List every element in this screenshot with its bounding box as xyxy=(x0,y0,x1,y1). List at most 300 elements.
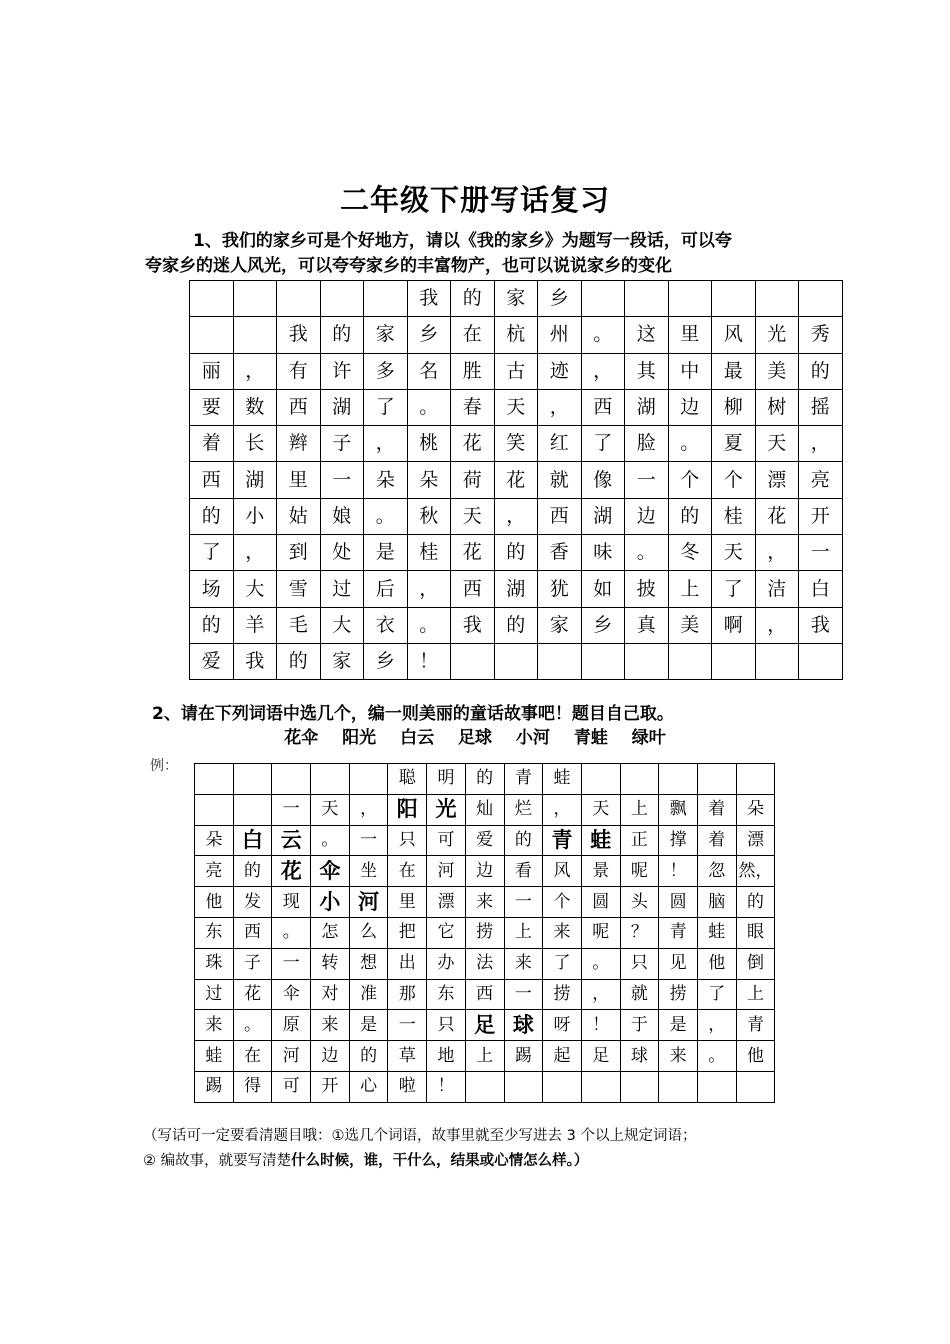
grid-cell: 辫 xyxy=(277,426,321,462)
grid-cell: 踢 xyxy=(195,1071,234,1102)
grid-row xyxy=(190,498,843,534)
grid-cell: 忽 xyxy=(697,856,736,887)
grid-row xyxy=(190,462,843,498)
grid-cell: 里 xyxy=(388,887,427,918)
grid-cell xyxy=(668,281,712,317)
grid-cell: 明 xyxy=(427,764,466,795)
grid-cell: 起 xyxy=(543,1041,582,1072)
grid-cell: 西 xyxy=(451,571,495,607)
grid-cell: 小 xyxy=(311,887,350,918)
grid-cell: 一 xyxy=(799,535,843,571)
word-item: 白云 xyxy=(400,728,435,748)
grid-cell: 风 xyxy=(712,317,756,353)
word-item: 小河 xyxy=(515,728,550,748)
grid-cell: 伞 xyxy=(311,856,350,887)
grid-cell: ， xyxy=(538,389,582,425)
grid-cell: 他 xyxy=(195,887,234,918)
grid-cell: 的 xyxy=(799,353,843,389)
grid-cell: 湖 xyxy=(581,498,625,534)
grid-cell: 可 xyxy=(272,1071,311,1102)
grid-cell: 准 xyxy=(349,979,388,1010)
grid-cell: 出 xyxy=(388,948,427,979)
grid-cell: 子 xyxy=(233,948,272,979)
grid-cell: 然， xyxy=(736,856,775,887)
grid-cell: 是 xyxy=(364,535,408,571)
grid-cell: 蛙 xyxy=(697,917,736,948)
grid-cell: 它 xyxy=(427,917,466,948)
grid-cell: 娘 xyxy=(320,498,364,534)
grid-cell: 花 xyxy=(451,426,495,462)
grid-row xyxy=(195,1010,775,1041)
grid-cell: 。 xyxy=(233,1010,272,1041)
grid-cell: 美 xyxy=(755,353,799,389)
grid-cell: 桃 xyxy=(407,426,451,462)
grid-cell: 足 xyxy=(465,1010,504,1041)
grid-cell: 只 xyxy=(620,948,659,979)
word-item: 花伞 xyxy=(284,728,319,748)
grid-cell: 天 xyxy=(451,498,495,534)
grid-cell xyxy=(504,1071,543,1102)
grid-cell: 来 xyxy=(465,887,504,918)
grid-cell: 眼 xyxy=(736,917,775,948)
grid-cell: 冬 xyxy=(668,535,712,571)
grid-row xyxy=(195,917,775,948)
grid-cell: ， xyxy=(755,607,799,643)
grid-cell xyxy=(349,764,388,795)
grid-cell xyxy=(272,764,311,795)
grid-row xyxy=(190,643,843,679)
grid-cell: 古 xyxy=(494,353,538,389)
grid-cell: 湖 xyxy=(320,389,364,425)
grid-cell: 场 xyxy=(190,571,234,607)
grid-cell: 西 xyxy=(190,462,234,498)
grid-cell: 的 xyxy=(465,764,504,795)
grid-cell xyxy=(581,1071,620,1102)
grid-cell: 呀 xyxy=(543,1010,582,1041)
grid-row xyxy=(195,764,775,795)
grid-cell: 只 xyxy=(427,1010,466,1041)
grid-cell xyxy=(620,764,659,795)
grid-cell: 摇 xyxy=(799,389,843,425)
grid-cell xyxy=(190,281,234,317)
grid-cell: 烂 xyxy=(504,794,543,825)
grid-cell xyxy=(799,281,843,317)
note-bold-text: 什么时候，谁，干什么，结果或心情怎么样。） xyxy=(291,1153,589,1169)
grid-cell: 东 xyxy=(195,917,234,948)
grid-cell: 把 xyxy=(388,917,427,948)
grid-cell: 洁 xyxy=(755,571,799,607)
grid-cell: 只 xyxy=(388,825,427,856)
writing-grid-1 xyxy=(189,280,843,680)
word-item: 青蛙 xyxy=(573,728,608,748)
grid-row xyxy=(190,281,843,317)
grid-cell: 圆 xyxy=(581,887,620,918)
grid-cell xyxy=(233,281,277,317)
grid-cell xyxy=(659,1071,698,1102)
grid-cell: 秋 xyxy=(407,498,451,534)
grid-cell: 了 xyxy=(581,426,625,462)
question-2-word-list xyxy=(0,723,950,748)
grid-cell: ， xyxy=(755,535,799,571)
grid-cell: 了 xyxy=(364,389,408,425)
grid-cell: 笑 xyxy=(494,426,538,462)
grid-cell: 西 xyxy=(581,389,625,425)
grid-cell xyxy=(755,643,799,679)
grid-cell: 。 xyxy=(364,498,408,534)
grid-cell: 秀 xyxy=(799,317,843,353)
grid-cell: 脸 xyxy=(625,426,669,462)
question-2-line-1: 2、请在下列词语中选几个，编一则美丽的童话故事吧！题目自己取。 xyxy=(152,704,674,724)
grid-cell: ， xyxy=(543,794,582,825)
grid-cell xyxy=(736,764,775,795)
grid-cell: 。 xyxy=(311,825,350,856)
grid-cell: 啦 xyxy=(388,1071,427,1102)
grid-row xyxy=(190,389,843,425)
grid-cell: 青 xyxy=(504,764,543,795)
grid-cell xyxy=(712,643,756,679)
grid-cell: 倒 xyxy=(736,948,775,979)
grid-cell: 花 xyxy=(494,462,538,498)
question-1-line-2: 夸家乡的迷人风光，可以夸夸家乡的丰富物产，也可以说说家乡的变化 xyxy=(145,256,672,276)
grid-cell xyxy=(668,643,712,679)
grid-cell: 羊 xyxy=(233,607,277,643)
grid-cell: 树 xyxy=(755,389,799,425)
grid-cell: 脑 xyxy=(697,887,736,918)
grid-cell: 他 xyxy=(736,1041,775,1072)
grid-cell: 家 xyxy=(320,643,364,679)
question-1-line-1: 1、我们的家乡可是个好地方，请以《我的家乡》为题写一段话，可以夸 xyxy=(193,231,732,251)
word-item: 绿叶 xyxy=(631,728,666,748)
grid-cell: 像 xyxy=(581,462,625,498)
grid-cell xyxy=(799,643,843,679)
grid-cell: 过 xyxy=(320,571,364,607)
grid-cell: 朵 xyxy=(195,825,234,856)
grid-cell: ， xyxy=(233,535,277,571)
grid-cell: 正 xyxy=(620,825,659,856)
grid-cell: 就 xyxy=(620,979,659,1010)
grid-cell: 朵 xyxy=(364,462,408,498)
word-item: 足球 xyxy=(458,728,492,748)
grid-cell: 乡 xyxy=(581,607,625,643)
grid-cell: 灿 xyxy=(465,794,504,825)
word-item: 阳光 xyxy=(342,728,377,748)
grid-cell: 乡 xyxy=(407,317,451,353)
grid-cell: 雪 xyxy=(277,571,321,607)
grid-cell: 上 xyxy=(620,794,659,825)
grid-cell: ！ xyxy=(659,856,698,887)
grid-cell xyxy=(697,1071,736,1102)
grid-cell: 了 xyxy=(697,979,736,1010)
writing-grid-2-example xyxy=(194,763,775,1103)
grid-cell xyxy=(581,281,625,317)
grid-cell: 的 xyxy=(451,281,495,317)
grid-cell xyxy=(451,643,495,679)
grid-cell: 亮 xyxy=(195,856,234,887)
grid-cell: 毛 xyxy=(277,607,321,643)
grid-cell xyxy=(712,281,756,317)
grid-cell: 是 xyxy=(659,1010,698,1041)
grid-cell: 花 xyxy=(233,979,272,1010)
note-line-1: （写话可一定要看清题目哦：①选几个词语，故事里就至少写进去 3 个以上规定词语； xyxy=(143,1128,697,1144)
grid-cell: 最 xyxy=(712,353,756,389)
grid-cell: 花 xyxy=(755,498,799,534)
grid-cell: 是 xyxy=(349,1010,388,1041)
grid-cell: 子 xyxy=(320,426,364,462)
grid-cell: 天 xyxy=(712,535,756,571)
page-title: 二年级下册写话复习 xyxy=(339,183,610,217)
grid-cell: 了 xyxy=(543,948,582,979)
grid-cell: 开 xyxy=(311,1071,350,1102)
grid-cell: 上 xyxy=(465,1041,504,1072)
note-plain-text: ② 编故事，就要写清楚 xyxy=(143,1153,292,1169)
grid-cell: 风 xyxy=(543,856,582,887)
grid-cell: 法 xyxy=(465,948,504,979)
grid-cell: 对 xyxy=(311,979,350,1010)
grid-cell xyxy=(320,281,364,317)
grid-cell: 光 xyxy=(427,794,466,825)
grid-cell: 的 xyxy=(504,825,543,856)
grid-cell: 河 xyxy=(349,887,388,918)
grid-cell: 数 xyxy=(233,389,277,425)
grid-cell xyxy=(233,794,272,825)
grid-cell xyxy=(233,317,277,353)
grid-cell: 我 xyxy=(407,281,451,317)
grid-cell: 披 xyxy=(625,571,669,607)
grid-cell: 天 xyxy=(581,794,620,825)
grid-row xyxy=(195,887,775,918)
grid-cell: 来 xyxy=(543,917,582,948)
grid-cell: 来 xyxy=(504,948,543,979)
grid-cell: 。 xyxy=(407,389,451,425)
grid-cell: 桂 xyxy=(407,535,451,571)
grid-cell: 湖 xyxy=(233,462,277,498)
grid-cell: 一 xyxy=(625,462,669,498)
grid-cell: 里 xyxy=(277,462,321,498)
grid-cell: 湖 xyxy=(494,571,538,607)
grid-cell: 衣 xyxy=(364,607,408,643)
grid-cell xyxy=(697,764,736,795)
grid-cell: ， xyxy=(581,353,625,389)
grid-row xyxy=(195,1071,775,1102)
grid-cell xyxy=(277,281,321,317)
grid-cell: 现 xyxy=(272,887,311,918)
grid-cell: 着 xyxy=(697,825,736,856)
grid-cell: 河 xyxy=(272,1041,311,1072)
grid-cell: 天 xyxy=(755,426,799,462)
grid-cell: 足 xyxy=(581,1041,620,1072)
grid-cell: 来 xyxy=(311,1010,350,1041)
grid-cell: 的 xyxy=(190,498,234,534)
grid-cell: 边 xyxy=(311,1041,350,1072)
grid-cell xyxy=(543,1071,582,1102)
grid-cell: 的 xyxy=(320,317,364,353)
grid-cell: 漂 xyxy=(755,462,799,498)
grid-cell: 爱 xyxy=(190,643,234,679)
grid-cell: 西 xyxy=(277,389,321,425)
grid-cell: ， xyxy=(407,571,451,607)
grid-cell: 我 xyxy=(799,607,843,643)
grid-cell: 我 xyxy=(277,317,321,353)
grid-cell: 了 xyxy=(712,571,756,607)
grid-cell: 地 xyxy=(427,1041,466,1072)
grid-cell xyxy=(190,317,234,353)
grid-row xyxy=(195,825,775,856)
grid-cell xyxy=(755,281,799,317)
grid-cell: ， xyxy=(494,498,538,534)
grid-cell xyxy=(233,764,272,795)
grid-cell: ！ xyxy=(427,1071,466,1102)
grid-cell: 小 xyxy=(233,498,277,534)
grid-cell: 亮 xyxy=(799,462,843,498)
grid-cell: 个 xyxy=(543,887,582,918)
grid-cell: 桂 xyxy=(712,498,756,534)
grid-cell: 的 xyxy=(736,887,775,918)
grid-cell: 爱 xyxy=(465,825,504,856)
grid-cell: 到 xyxy=(277,535,321,571)
grid-cell: 聪 xyxy=(388,764,427,795)
grid-cell: 西 xyxy=(538,498,582,534)
grid-cell: 上 xyxy=(504,917,543,948)
grid-cell: 大 xyxy=(233,571,277,607)
grid-cell: 呢 xyxy=(620,856,659,887)
grid-cell: 。 xyxy=(581,948,620,979)
grid-row xyxy=(190,353,843,389)
grid-cell: 的 xyxy=(349,1041,388,1072)
grid-cell: 就 xyxy=(538,462,582,498)
grid-row xyxy=(195,979,775,1010)
grid-cell: 其 xyxy=(625,353,669,389)
grid-cell: 想 xyxy=(349,948,388,979)
grid-cell xyxy=(659,764,698,795)
grid-cell: 姑 xyxy=(277,498,321,534)
note-line-2 xyxy=(143,1149,588,1170)
grid-cell: 犹 xyxy=(538,571,582,607)
grid-cell: 边 xyxy=(625,498,669,534)
grid-cell: 天 xyxy=(311,794,350,825)
grid-cell: 白 xyxy=(799,571,843,607)
grid-cell: 于 xyxy=(620,1010,659,1041)
grid-cell: 上 xyxy=(668,571,712,607)
grid-cell: 美 xyxy=(668,607,712,643)
grid-cell: ， xyxy=(697,1010,736,1041)
grid-cell: 蛙 xyxy=(581,825,620,856)
grid-cell: 一 xyxy=(272,948,311,979)
grid-cell: 捞 xyxy=(465,917,504,948)
grid-cell: 里 xyxy=(668,317,712,353)
grid-row xyxy=(190,317,843,353)
example-label: 例： xyxy=(150,758,178,774)
grid-cell: 看 xyxy=(504,856,543,887)
grid-cell: 湖 xyxy=(625,389,669,425)
grid-cell: 过 xyxy=(195,979,234,1010)
grid-cell: 一 xyxy=(349,825,388,856)
grid-row xyxy=(190,571,843,607)
grid-cell: 长 xyxy=(233,426,277,462)
grid-cell: 景 xyxy=(581,856,620,887)
grid-cell: 踢 xyxy=(504,1041,543,1072)
grid-cell: 转 xyxy=(311,948,350,979)
grid-cell: 天 xyxy=(494,389,538,425)
grid-cell: ， xyxy=(233,353,277,389)
grid-cell: 花 xyxy=(451,535,495,571)
grid-cell: 蛙 xyxy=(543,764,582,795)
grid-cell: 着 xyxy=(190,426,234,462)
grid-cell xyxy=(311,764,350,795)
grid-cell: 的 xyxy=(494,607,538,643)
grid-cell: 呢 xyxy=(581,917,620,948)
grid-cell: 来 xyxy=(195,1010,234,1041)
grid-cell: 许 xyxy=(320,353,364,389)
grid-cell: 味 xyxy=(581,535,625,571)
grid-cell: 漂 xyxy=(736,825,775,856)
grid-cell: 来 xyxy=(659,1041,698,1072)
grid-cell: 白 xyxy=(233,825,272,856)
grid-cell xyxy=(581,643,625,679)
grid-cell: 办 xyxy=(427,948,466,979)
grid-cell: 朵 xyxy=(407,462,451,498)
grid-cell: 见 xyxy=(659,948,698,979)
grid-cell: 草 xyxy=(388,1041,427,1072)
grid-row xyxy=(190,535,843,571)
grid-cell: 的 xyxy=(233,856,272,887)
grid-cell: 么 xyxy=(349,917,388,948)
grid-cell: 州 xyxy=(538,317,582,353)
grid-cell: ， xyxy=(349,794,388,825)
grid-cell: 。 xyxy=(625,535,669,571)
grid-cell: ？ xyxy=(620,917,659,948)
grid-cell: 红 xyxy=(538,426,582,462)
grid-cell xyxy=(736,1071,775,1102)
grid-cell: 圆 xyxy=(659,887,698,918)
grid-cell: 边 xyxy=(668,389,712,425)
grid-cell: 啊 xyxy=(712,607,756,643)
grid-cell: 真 xyxy=(625,607,669,643)
grid-row xyxy=(190,426,843,462)
grid-cell: 着 xyxy=(697,794,736,825)
grid-cell: 朵 xyxy=(736,794,775,825)
grid-cell: 西 xyxy=(465,979,504,1010)
grid-cell xyxy=(538,643,582,679)
grid-cell xyxy=(364,281,408,317)
grid-cell: ！ xyxy=(407,643,451,679)
grid-cell: 胜 xyxy=(451,353,495,389)
grid-cell: ， xyxy=(581,979,620,1010)
grid-cell: 开 xyxy=(799,498,843,534)
grid-row xyxy=(195,794,775,825)
grid-cell xyxy=(625,281,669,317)
grid-cell: 夏 xyxy=(712,426,756,462)
grid-cell: 东 xyxy=(427,979,466,1010)
grid-cell: 可 xyxy=(427,825,466,856)
grid-cell xyxy=(195,764,234,795)
grid-cell: 香 xyxy=(538,535,582,571)
grid-cell xyxy=(581,764,620,795)
grid-cell: 蛙 xyxy=(195,1041,234,1072)
grid-cell: 云 xyxy=(272,825,311,856)
grid-cell: 他 xyxy=(697,948,736,979)
grid-cell: 光 xyxy=(755,317,799,353)
grid-cell: 春 xyxy=(451,389,495,425)
grid-cell xyxy=(494,643,538,679)
grid-cell: 发 xyxy=(233,887,272,918)
grid-cell: 西 xyxy=(233,917,272,948)
grid-cell: 乡 xyxy=(538,281,582,317)
grid-cell: 花 xyxy=(272,856,311,887)
grid-cell: 。 xyxy=(581,317,625,353)
grid-cell: 家 xyxy=(538,607,582,643)
grid-cell xyxy=(195,794,234,825)
grid-cell: 在 xyxy=(451,317,495,353)
